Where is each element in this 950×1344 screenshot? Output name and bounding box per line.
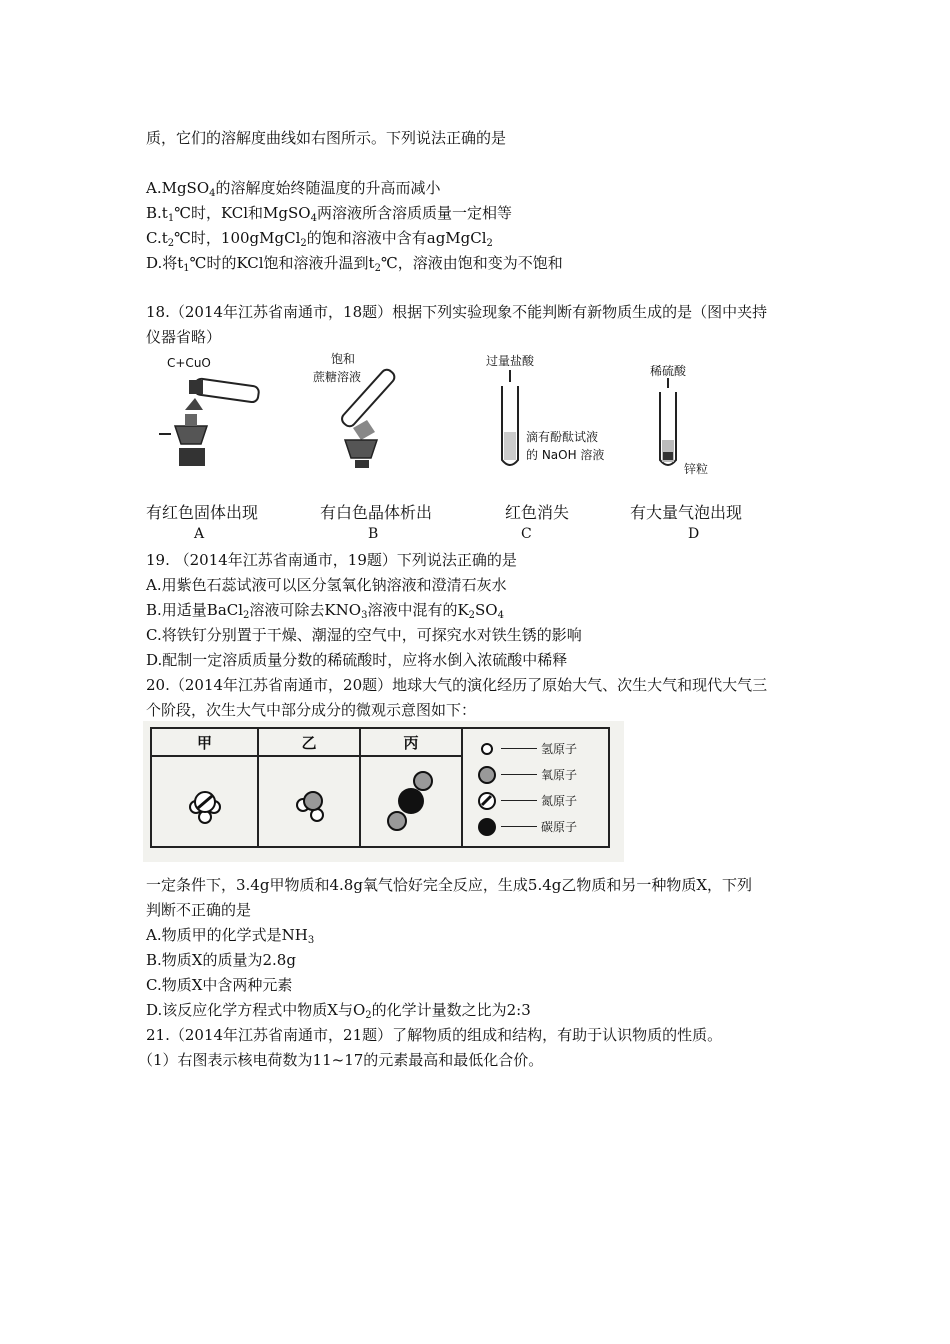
caption-a: 有红色固体出现 [146, 503, 259, 522]
q18-stem-line2: 仪器省略） [146, 328, 222, 346]
letter-c: C [521, 526, 532, 542]
q20-option-d: D.该反应化学方程式中物质X与$O_2$的化学计量数之比为2:3 [146, 1001, 531, 1021]
header-bing: 丙 [360, 728, 462, 756]
legend-cell [462, 728, 609, 847]
q19-option-a: A.用紫色石蕊试液可以区分氢氧化钠溶液和澄清石灰水 [146, 576, 507, 594]
figure-a-heating-tube [145, 348, 275, 478]
q18-stem-line1: 18.（2014年江苏省南通市，18题）根据下列实验现象不能判断有新物质生成的是（图中夹持 [146, 303, 768, 321]
q17-option-b: $B.t_1℃$时，KCl和MgSO$_4$两溶液所含溶质质量一定相等 [146, 204, 512, 224]
figure-c-label-side2: 的 NaOH 溶液 [526, 448, 605, 462]
q17-option-c: $C.t_2℃$时，100gMgCl$_2$的饱和溶液中含有agMgCl$_2$ [146, 229, 493, 249]
caption-c: 红色消失 [505, 503, 570, 522]
figure-b-evaporating-tube [305, 348, 445, 478]
legend-carbon: 碳原子 [463, 814, 608, 840]
figure-a-label: C+CuO [167, 356, 211, 370]
q19-option-b: B.用适量BaCl$_2$溶液可除去$KNO_3$溶液中混有的$K_2SO_4$ [146, 601, 504, 621]
nh3-molecule-icon [152, 757, 257, 842]
figure-c-label-side1: 滴有酚酞试液 [526, 430, 599, 444]
q20-stem-line2: 个阶段，次生大气中部分成分的微观示意图如下： [146, 701, 477, 719]
molecule-table [150, 727, 610, 848]
header-jia: 甲 [151, 728, 258, 756]
q17-option-a: A.MgSO$_4$的溶解度始终随温度的升高而减小 [146, 179, 441, 199]
figure-c-neutralization [482, 348, 632, 478]
q17-option-d: D.将$t_1℃$时的KCl饱和溶液升温到$t_2℃$，溶液由饱和变为不饱和 [146, 254, 563, 274]
oxygen-atom-icon [477, 765, 497, 785]
figure-b-label-line2: 蔗糖溶液 [313, 370, 362, 384]
nitrogen-atom-icon [477, 791, 497, 811]
letter-d: D [688, 526, 700, 542]
caption-d: 有大量气泡出现 [630, 503, 743, 522]
letter-b: B [368, 526, 379, 542]
q20-option-a: A.物质甲的化学式是$NH_3$ [146, 926, 315, 946]
carbon-atom-icon [477, 817, 497, 837]
q20-option-c: C.物质X中含两种元素 [146, 976, 293, 994]
caption-b: 有白色晶体析出 [320, 503, 433, 522]
q19-option-c: C.将铁钉分别置于干燥、潮湿的空气中，可探究水对铁生锈的影响 [146, 626, 582, 644]
figure-b-label-line1: 饱和 [331, 352, 356, 366]
q20-condition-line2: 判断不正确的是 [146, 901, 252, 919]
figure-d-gas-bubbles [640, 348, 740, 478]
q20-stem-line1: 20.（2014年江苏省南通市，20题）地球大气的演化经历了原始大气、次生大气和现代大气三 [146, 676, 768, 694]
letter-a: A [194, 526, 205, 542]
legend-hydrogen: 氢原子 [463, 736, 608, 762]
figure-d-label-side: 锌粒 [684, 462, 709, 476]
q21-subquestion-1: （1）右图表示核电荷数为11~17的元素最高和最低化合价。 [138, 1051, 544, 1069]
q21-stem: 21.（2014年江苏省南通市，21题）了解物质的组成和结构，有助于认识物质的性质。 [146, 1026, 723, 1044]
figure-c-label-top: 过量盐酸 [486, 354, 535, 368]
hydrogen-atom-icon [477, 739, 497, 759]
h2o-molecule-icon [259, 757, 359, 842]
q19-stem: 19. （2014年江苏省南通市，19题）下列说法正确的是 [146, 551, 517, 569]
molecule-bing [360, 756, 462, 847]
q20-option-b: B.物质X的质量为2.8g [146, 951, 296, 969]
molecule-jia [151, 756, 258, 847]
figure-d-label-top: 稀硫酸 [650, 364, 687, 378]
q19-option-d: D.配制一定溶质质量分数的稀硫酸时，应将水倒入浓硫酸中稀释 [146, 651, 568, 669]
q17-intro: 质，它们的溶解度曲线如右图所示。下列说法正确的是 [146, 129, 507, 147]
q20-condition-line1: 一定条件下，3.4g甲物质和4.8g氧气恰好完全反应，生成5.4g乙物质和另一种物质X，下列 [146, 876, 753, 894]
legend-oxygen: 氧原子 [463, 762, 608, 788]
co2-molecule-icon [361, 757, 461, 842]
legend-nitrogen: 氮原子 [463, 788, 608, 814]
molecule-yi [258, 756, 360, 847]
header-yi: 乙 [258, 728, 360, 756]
